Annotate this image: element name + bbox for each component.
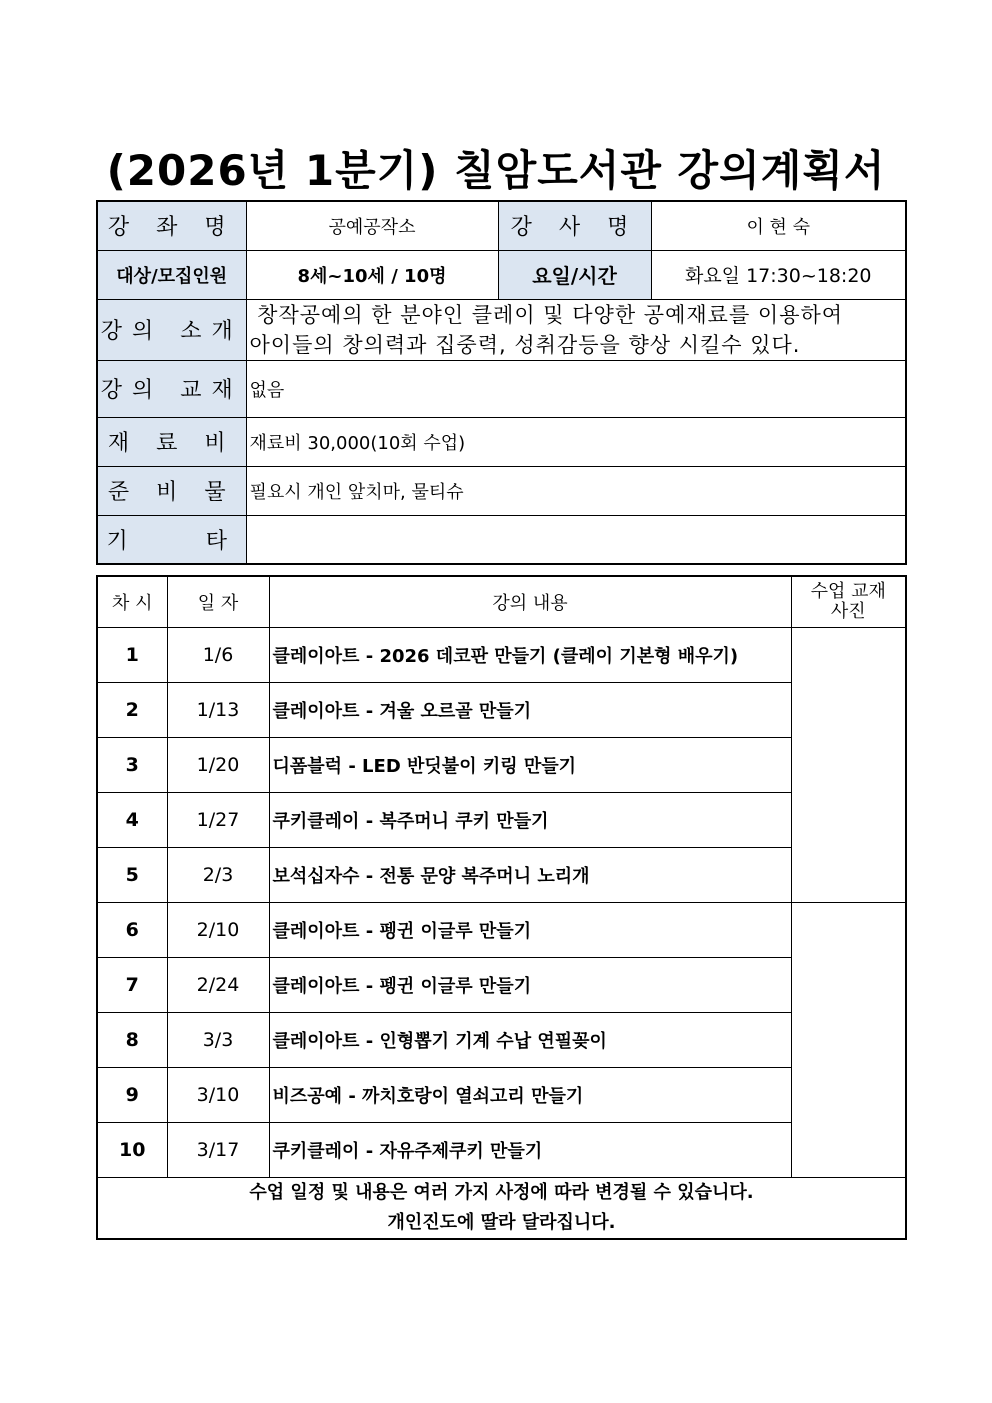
target-label: 대상/모집인원 [97, 250, 246, 299]
session-number: 10 [97, 1122, 167, 1177]
course-name-value: 공예공작소 [246, 201, 498, 250]
notice-line-1: 수업 일정 및 내용은 여러 가지 사정에 따라 변경될 수 있습니다. [249, 1181, 754, 1203]
fee-label: 재 료 비 [97, 417, 246, 466]
table-row [97, 1012, 906, 1067]
content-header: 강의 내용 [269, 576, 791, 627]
target-value: 8세~10세 / 10명 [246, 250, 498, 299]
prep-label: 준 비 물 [97, 466, 246, 515]
textbook-value: 없음 [246, 360, 906, 417]
session-content: 클레이아트 - 펭귄 이글루 만들기 [269, 902, 791, 957]
session-number: 5 [97, 847, 167, 902]
session-date: 2/10 [167, 902, 269, 957]
etc-value [246, 515, 906, 564]
etc-label: 기 타 [97, 515, 246, 564]
session-number: 4 [97, 792, 167, 847]
session-date: 1/6 [167, 627, 269, 682]
course-info-table [96, 200, 907, 565]
table-row [97, 627, 906, 682]
session-number: 9 [97, 1067, 167, 1122]
fee-value: 재료비 30,000(10회 수업) [246, 417, 906, 466]
session-number: 2 [97, 682, 167, 737]
textbook-label: 강의 교재 [97, 360, 246, 417]
schedule-table [96, 575, 907, 1240]
session-number: 8 [97, 1012, 167, 1067]
photo-header-line-2: 사진 [830, 600, 866, 622]
prep-value: 필요시 개인 앞치마, 물티슈 [246, 466, 906, 515]
session-content: 클레이아트 - 겨울 오르골 만들기 [269, 682, 791, 737]
session-date: 1/27 [167, 792, 269, 847]
course-name-label: 강 좌 명 [97, 201, 246, 250]
table-row [97, 792, 906, 847]
session-content: 클레이아트 - 인형뽑기 기계 수납 연필꽂이 [269, 1012, 791, 1067]
session-content: 클레이아트 - 펭귄 이글루 만들기 [269, 957, 791, 1012]
teacher-label: 강 사 명 [498, 201, 651, 250]
table-row [97, 682, 906, 737]
session-content: 디폼블럭 - LED 반딧불이 키링 만들기 [269, 737, 791, 792]
intro-line-1: 창작공예의 한 분야인 클레이 및 다양한 공예재료를 이용하여 [249, 302, 844, 327]
session-number: 6 [97, 902, 167, 957]
session-content: 비즈공예 - 까치호랑이 열쇠고리 만들기 [269, 1067, 791, 1122]
session-number: 7 [97, 957, 167, 1012]
session-content: 클레이아트 - 2026 데코판 만들기 (클레이 기본형 배우기) [269, 627, 791, 682]
table-row [97, 847, 906, 902]
intro-label: 강의 소개 [97, 299, 246, 360]
session-date: 1/20 [167, 737, 269, 792]
time-label: 요일/시간 [498, 250, 651, 299]
intro-line-2: 아이들의 창의력과 집중력, 성취감등을 향상 시킬수 있다. [249, 332, 801, 357]
table-row [97, 737, 906, 792]
session-number: 1 [97, 627, 167, 682]
session-date: 3/17 [167, 1122, 269, 1177]
photo-cell-1 [791, 627, 906, 902]
session-content: 보석십자수 - 전통 문양 복주머니 노리개 [269, 847, 791, 902]
session-date: 3/10 [167, 1067, 269, 1122]
intro-text [246, 299, 906, 360]
photo-cell-2 [791, 902, 906, 1177]
schedule-notice [97, 1177, 906, 1239]
session-content: 쿠키클레이 - 자유주제쿠키 만들기 [269, 1122, 791, 1177]
session-number: 3 [97, 737, 167, 792]
session-date: 3/3 [167, 1012, 269, 1067]
photo-header [791, 576, 906, 627]
session-header: 차 시 [97, 576, 167, 627]
table-row [97, 1067, 906, 1122]
session-content: 쿠키클레이 - 복주머니 쿠키 만들기 [269, 792, 791, 847]
notice-line-2: 개인진도에 딸라 달라집니다. [387, 1211, 616, 1233]
table-row [97, 957, 906, 1012]
table-row [97, 1122, 906, 1177]
photo-header-line-1: 수업 교재 [810, 580, 886, 602]
date-header: 일 자 [167, 576, 269, 627]
session-date: 2/3 [167, 847, 269, 902]
session-date: 2/24 [167, 957, 269, 1012]
teacher-value: 이 현 숙 [651, 201, 906, 250]
page-title: (2026년 1분기) 칠암도서관 강의계획서 [106, 146, 886, 195]
time-value: 화요일 17:30~18:20 [651, 250, 906, 299]
table-row [97, 902, 906, 957]
session-date: 1/13 [167, 682, 269, 737]
